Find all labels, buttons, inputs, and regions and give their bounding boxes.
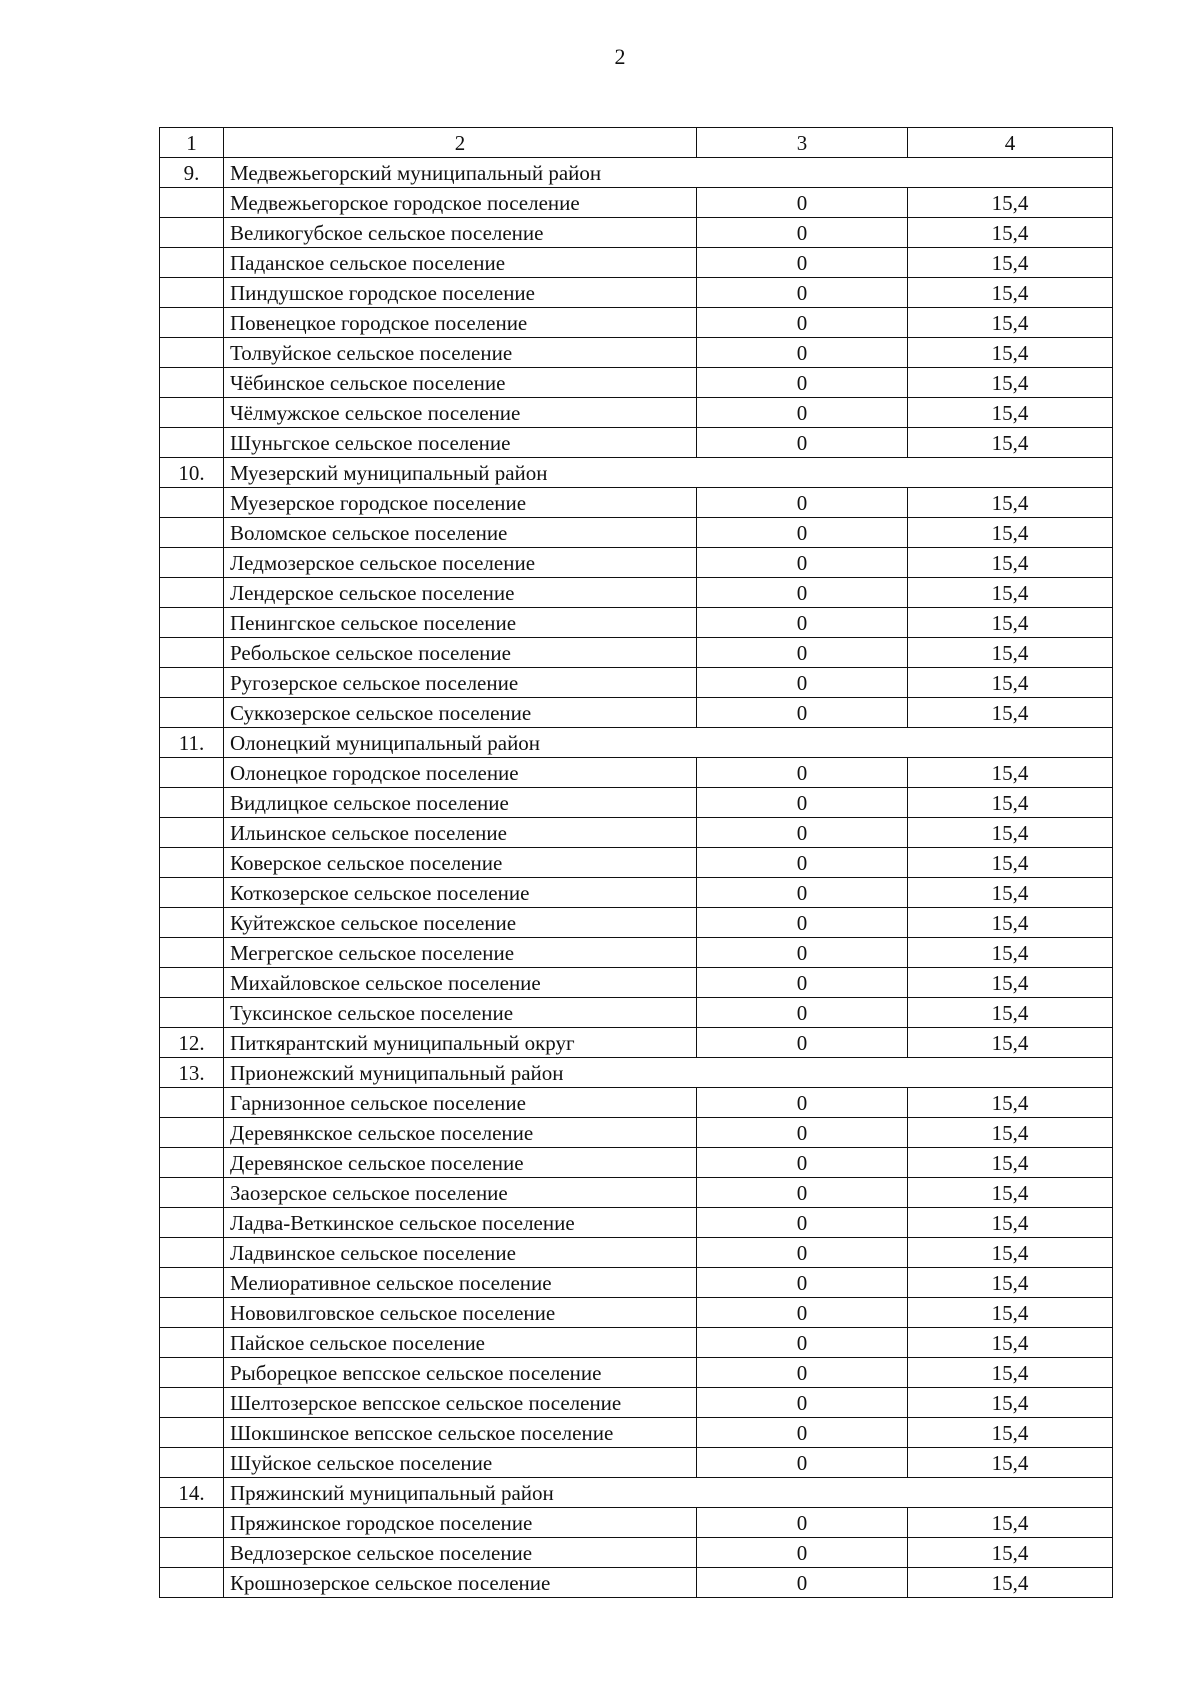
table-row [160, 338, 1113, 368]
district-row [160, 158, 1113, 188]
row-number-empty [160, 878, 224, 908]
settlement-name: Суккозерское сельское поселение [224, 698, 697, 728]
value-col-3: 0 [697, 968, 908, 998]
table-row [160, 1178, 1113, 1208]
settlement-name: Михайловское сельское поселение [224, 968, 697, 998]
table-row [160, 188, 1113, 218]
value-col-3: 0 [697, 1178, 908, 1208]
settlement-name: Шелтозерское вепсское сельское поселение [224, 1388, 697, 1418]
table-row [160, 1358, 1113, 1388]
table-row [160, 1238, 1113, 1268]
settlement-name: Ладвинское сельское поселение [224, 1238, 697, 1268]
value-col-3: 0 [697, 1418, 908, 1448]
district-title: Прионежский муниципальный район [224, 1058, 1113, 1088]
value-col-3: 0 [697, 1298, 908, 1328]
value-col-3: 0 [697, 1118, 908, 1148]
value-col-4: 15,4 [908, 1148, 1113, 1178]
row-number-empty [160, 1538, 224, 1568]
row-number-empty [160, 758, 224, 788]
value-col-4: 15,4 [908, 1208, 1113, 1238]
table-row [160, 1208, 1113, 1238]
value-col-3: 0 [697, 488, 908, 518]
value-col-4: 15,4 [908, 1238, 1113, 1268]
header-cell-2: 2 [224, 128, 697, 158]
row-number-empty [160, 1388, 224, 1418]
district-row [160, 1058, 1113, 1088]
table-row [160, 968, 1113, 998]
value-col-3: 0 [697, 1268, 908, 1298]
settlement-name: Шуньгское сельское поселение [224, 428, 697, 458]
settlement-name: Ведлозерское сельское поселение [224, 1538, 697, 1568]
settlement-name: Рыборецкое вепсское сельское поселение [224, 1358, 697, 1388]
value-col-3: 0 [697, 578, 908, 608]
value-col-3: 0 [697, 848, 908, 878]
table-row [160, 1568, 1113, 1598]
value-col-4: 15,4 [908, 1028, 1113, 1058]
settlement-name: Куйтежское сельское поселение [224, 908, 697, 938]
value-col-4: 15,4 [908, 308, 1113, 338]
value-col-3: 0 [697, 1448, 908, 1478]
table-row [160, 1328, 1113, 1358]
row-number-empty [160, 368, 224, 398]
settlement-name: Медвежьегорское городское поселение [224, 188, 697, 218]
table-row [160, 248, 1113, 278]
table-row [160, 398, 1113, 428]
settlement-name: Лендерское сельское поселение [224, 578, 697, 608]
value-col-3: 0 [697, 308, 908, 338]
value-col-3: 0 [697, 1328, 908, 1358]
row-number-empty [160, 308, 224, 338]
row-number-empty [160, 1268, 224, 1298]
value-col-3: 0 [697, 1538, 908, 1568]
row-number-empty [160, 788, 224, 818]
district-title: Олонецкий муниципальный район [224, 728, 1113, 758]
table-row [160, 758, 1113, 788]
row-number-empty [160, 908, 224, 938]
value-col-3: 0 [697, 998, 908, 1028]
row-number-empty [160, 338, 224, 368]
row-number-empty [160, 578, 224, 608]
value-col-4: 15,4 [908, 428, 1113, 458]
row-number: 14. [160, 1478, 224, 1508]
row-number-empty [160, 1148, 224, 1178]
row-number-empty [160, 188, 224, 218]
value-col-4: 15,4 [908, 338, 1113, 368]
value-col-4: 15,4 [908, 248, 1113, 278]
value-col-3: 0 [697, 188, 908, 218]
value-col-3: 0 [697, 218, 908, 248]
table-row [160, 878, 1113, 908]
row-number: 13. [160, 1058, 224, 1088]
row-number-empty [160, 968, 224, 998]
settlement-name: Ребольское сельское поселение [224, 638, 697, 668]
settlement-name: Деревянское сельское поселение [224, 1148, 697, 1178]
row-number-empty [160, 1088, 224, 1118]
value-col-4: 15,4 [908, 368, 1113, 398]
value-col-4: 15,4 [908, 908, 1113, 938]
table-row [160, 308, 1113, 338]
value-col-4: 15,4 [908, 698, 1113, 728]
row-number-empty [160, 1298, 224, 1328]
settlement-name: Заозерское сельское поселение [224, 1178, 697, 1208]
value-col-3: 0 [697, 938, 908, 968]
table-row [160, 1508, 1113, 1538]
value-col-4: 15,4 [908, 398, 1113, 428]
row-number-empty [160, 398, 224, 428]
value-col-3: 0 [697, 1028, 908, 1058]
table-row [160, 278, 1113, 308]
value-col-3: 0 [697, 908, 908, 938]
value-col-4: 15,4 [908, 518, 1113, 548]
settlement-name: Чёлмужское сельское поселение [224, 398, 697, 428]
row-number-empty [160, 998, 224, 1028]
table-row [160, 548, 1113, 578]
value-col-3: 0 [697, 428, 908, 458]
settlement-name: Паданское сельское поселение [224, 248, 697, 278]
value-col-4: 15,4 [908, 278, 1113, 308]
value-col-4: 15,4 [908, 1298, 1113, 1328]
value-col-4: 15,4 [908, 1088, 1113, 1118]
settlement-name: Ругозерское сельское поселение [224, 668, 697, 698]
table-row [160, 488, 1113, 518]
value-col-3: 0 [697, 368, 908, 398]
settlement-name: Мелиоративное сельское поселение [224, 1268, 697, 1298]
table-row [160, 1148, 1113, 1178]
header-cell-4: 4 [908, 128, 1113, 158]
settlement-name: Пенингское сельское поселение [224, 608, 697, 638]
table-row [160, 908, 1113, 938]
value-col-4: 15,4 [908, 1568, 1113, 1598]
value-col-4: 15,4 [908, 578, 1113, 608]
value-col-4: 15,4 [908, 878, 1113, 908]
district-row [160, 458, 1113, 488]
row-number: 10. [160, 458, 224, 488]
row-number-empty [160, 1568, 224, 1598]
table-row [160, 1028, 1113, 1058]
table-row [160, 1088, 1113, 1118]
row-number-empty [160, 548, 224, 578]
table-row [160, 608, 1113, 638]
value-col-4: 15,4 [908, 188, 1113, 218]
value-col-3: 0 [697, 878, 908, 908]
value-col-4: 15,4 [908, 758, 1113, 788]
value-col-4: 15,4 [908, 548, 1113, 578]
value-col-3: 0 [697, 608, 908, 638]
value-col-3: 0 [697, 1148, 908, 1178]
value-col-4: 15,4 [908, 1418, 1113, 1448]
value-col-4: 15,4 [908, 1268, 1113, 1298]
table-row [160, 1118, 1113, 1148]
value-col-4: 15,4 [908, 638, 1113, 668]
value-col-4: 15,4 [908, 818, 1113, 848]
settlement-name: Питкярантский муниципальный округ [224, 1028, 697, 1058]
header-row [160, 128, 1113, 158]
row-number-empty [160, 218, 224, 248]
value-col-4: 15,4 [908, 1118, 1113, 1148]
value-col-3: 0 [697, 398, 908, 428]
settlement-name: Толвуйское сельское поселение [224, 338, 697, 368]
district-row [160, 1478, 1113, 1508]
value-col-3: 0 [697, 1508, 908, 1538]
settlement-name: Деревянкское сельское поселение [224, 1118, 697, 1148]
value-col-4: 15,4 [908, 1358, 1113, 1388]
district-row [160, 728, 1113, 758]
settlement-name: Муезерское городское поселение [224, 488, 697, 518]
value-col-3: 0 [697, 698, 908, 728]
settlement-name: Пряжинское городское поселение [224, 1508, 697, 1538]
table-row [160, 818, 1113, 848]
settlement-name: Туксинское сельское поселение [224, 998, 697, 1028]
settlement-name: Шуйское сельское поселение [224, 1448, 697, 1478]
value-col-4: 15,4 [908, 218, 1113, 248]
value-col-4: 15,4 [908, 668, 1113, 698]
row-number-empty [160, 1358, 224, 1388]
value-col-3: 0 [697, 548, 908, 578]
value-col-3: 0 [697, 668, 908, 698]
row-number-empty [160, 668, 224, 698]
row-number-empty [160, 1508, 224, 1538]
value-col-4: 15,4 [908, 1448, 1113, 1478]
row-number-empty [160, 488, 224, 518]
table-row [160, 668, 1113, 698]
row-number-empty [160, 278, 224, 308]
value-col-3: 0 [697, 1208, 908, 1238]
header-cell-1: 1 [160, 128, 224, 158]
settlement-name: Нововилговское сельское поселение [224, 1298, 697, 1328]
table-row [160, 428, 1113, 458]
row-number-empty [160, 608, 224, 638]
value-col-4: 15,4 [908, 998, 1113, 1028]
row-number-empty [160, 518, 224, 548]
value-col-3: 0 [697, 278, 908, 308]
value-col-4: 15,4 [908, 1538, 1113, 1568]
table-row [160, 1268, 1113, 1298]
value-col-4: 15,4 [908, 1388, 1113, 1418]
row-number-empty [160, 1118, 224, 1148]
settlement-name: Олонецкое городское поселение [224, 758, 697, 788]
value-col-3: 0 [697, 758, 908, 788]
value-col-4: 15,4 [908, 1178, 1113, 1208]
settlement-name: Мегрегское сельское поселение [224, 938, 697, 968]
table-row [160, 848, 1113, 878]
page-number: 2 [614, 44, 626, 69]
value-col-3: 0 [697, 518, 908, 548]
table-row [160, 1538, 1113, 1568]
header-cell-3: 3 [697, 128, 908, 158]
table-row [160, 1388, 1113, 1418]
row-number-empty [160, 248, 224, 278]
value-col-4: 15,4 [908, 1508, 1113, 1538]
row-number-empty [160, 1418, 224, 1448]
table-row [160, 1448, 1113, 1478]
value-col-4: 15,4 [908, 1328, 1113, 1358]
settlement-name: Чёбинское сельское поселение [224, 368, 697, 398]
settlement-name: Пиндушское городское поселение [224, 278, 697, 308]
value-col-4: 15,4 [908, 938, 1113, 968]
settlement-name: Шокшинское вепсское сельское поселение [224, 1418, 697, 1448]
row-number-empty [160, 1448, 224, 1478]
value-col-4: 15,4 [908, 848, 1113, 878]
value-col-3: 0 [697, 818, 908, 848]
table-row [160, 368, 1113, 398]
value-col-3: 0 [697, 248, 908, 278]
value-col-4: 15,4 [908, 488, 1113, 518]
row-number: 9. [160, 158, 224, 188]
value-col-3: 0 [697, 1568, 908, 1598]
table-row [160, 218, 1113, 248]
table-row [160, 938, 1113, 968]
table-row [160, 788, 1113, 818]
row-number-empty [160, 848, 224, 878]
row-number-empty [160, 1178, 224, 1208]
value-col-4: 15,4 [908, 788, 1113, 818]
settlement-name: Пайское сельское поселение [224, 1328, 697, 1358]
value-col-3: 0 [697, 638, 908, 668]
settlement-name: Ледмозерское сельское поселение [224, 548, 697, 578]
settlements-table [159, 127, 1113, 1598]
district-title: Пряжинский муниципальный район [224, 1478, 1113, 1508]
row-number: 11. [160, 728, 224, 758]
value-col-4: 15,4 [908, 608, 1113, 638]
row-number-empty [160, 1328, 224, 1358]
settlement-name: Ильинское сельское поселение [224, 818, 697, 848]
value-col-3: 0 [697, 1388, 908, 1418]
row-number-empty [160, 1238, 224, 1268]
settlement-name: Видлицкое сельское поселение [224, 788, 697, 818]
district-title: Муезерский муниципальный район [224, 458, 1113, 488]
table-row [160, 578, 1113, 608]
value-col-3: 0 [697, 788, 908, 818]
settlement-name: Гарнизонное сельское поселение [224, 1088, 697, 1118]
value-col-3: 0 [697, 338, 908, 368]
settlement-name: Коверское сельское поселение [224, 848, 697, 878]
district-title: Медвежьегорский муниципальный район [224, 158, 1113, 188]
row-number-empty [160, 1208, 224, 1238]
value-col-4: 15,4 [908, 968, 1113, 998]
row-number-empty [160, 698, 224, 728]
value-col-3: 0 [697, 1358, 908, 1388]
settlement-name: Воломское сельское поселение [224, 518, 697, 548]
row-number-empty [160, 818, 224, 848]
row-number: 12. [160, 1028, 224, 1058]
settlement-name: Великогубское сельское поселение [224, 218, 697, 248]
row-number-empty [160, 428, 224, 458]
settlement-name: Крошнозерское сельское поселение [224, 1568, 697, 1598]
value-col-3: 0 [697, 1088, 908, 1118]
table-row [160, 698, 1113, 728]
table-row [160, 518, 1113, 548]
table-row [160, 1298, 1113, 1328]
table-row [160, 998, 1113, 1028]
value-col-3: 0 [697, 1238, 908, 1268]
table-row [160, 1418, 1113, 1448]
settlement-name: Ладва-Веткинское сельское поселение [224, 1208, 697, 1238]
row-number-empty [160, 938, 224, 968]
table-row [160, 638, 1113, 668]
settlement-name: Повенецкое городское поселение [224, 308, 697, 338]
row-number-empty [160, 638, 224, 668]
settlement-name: Коткозерское сельское поселение [224, 878, 697, 908]
